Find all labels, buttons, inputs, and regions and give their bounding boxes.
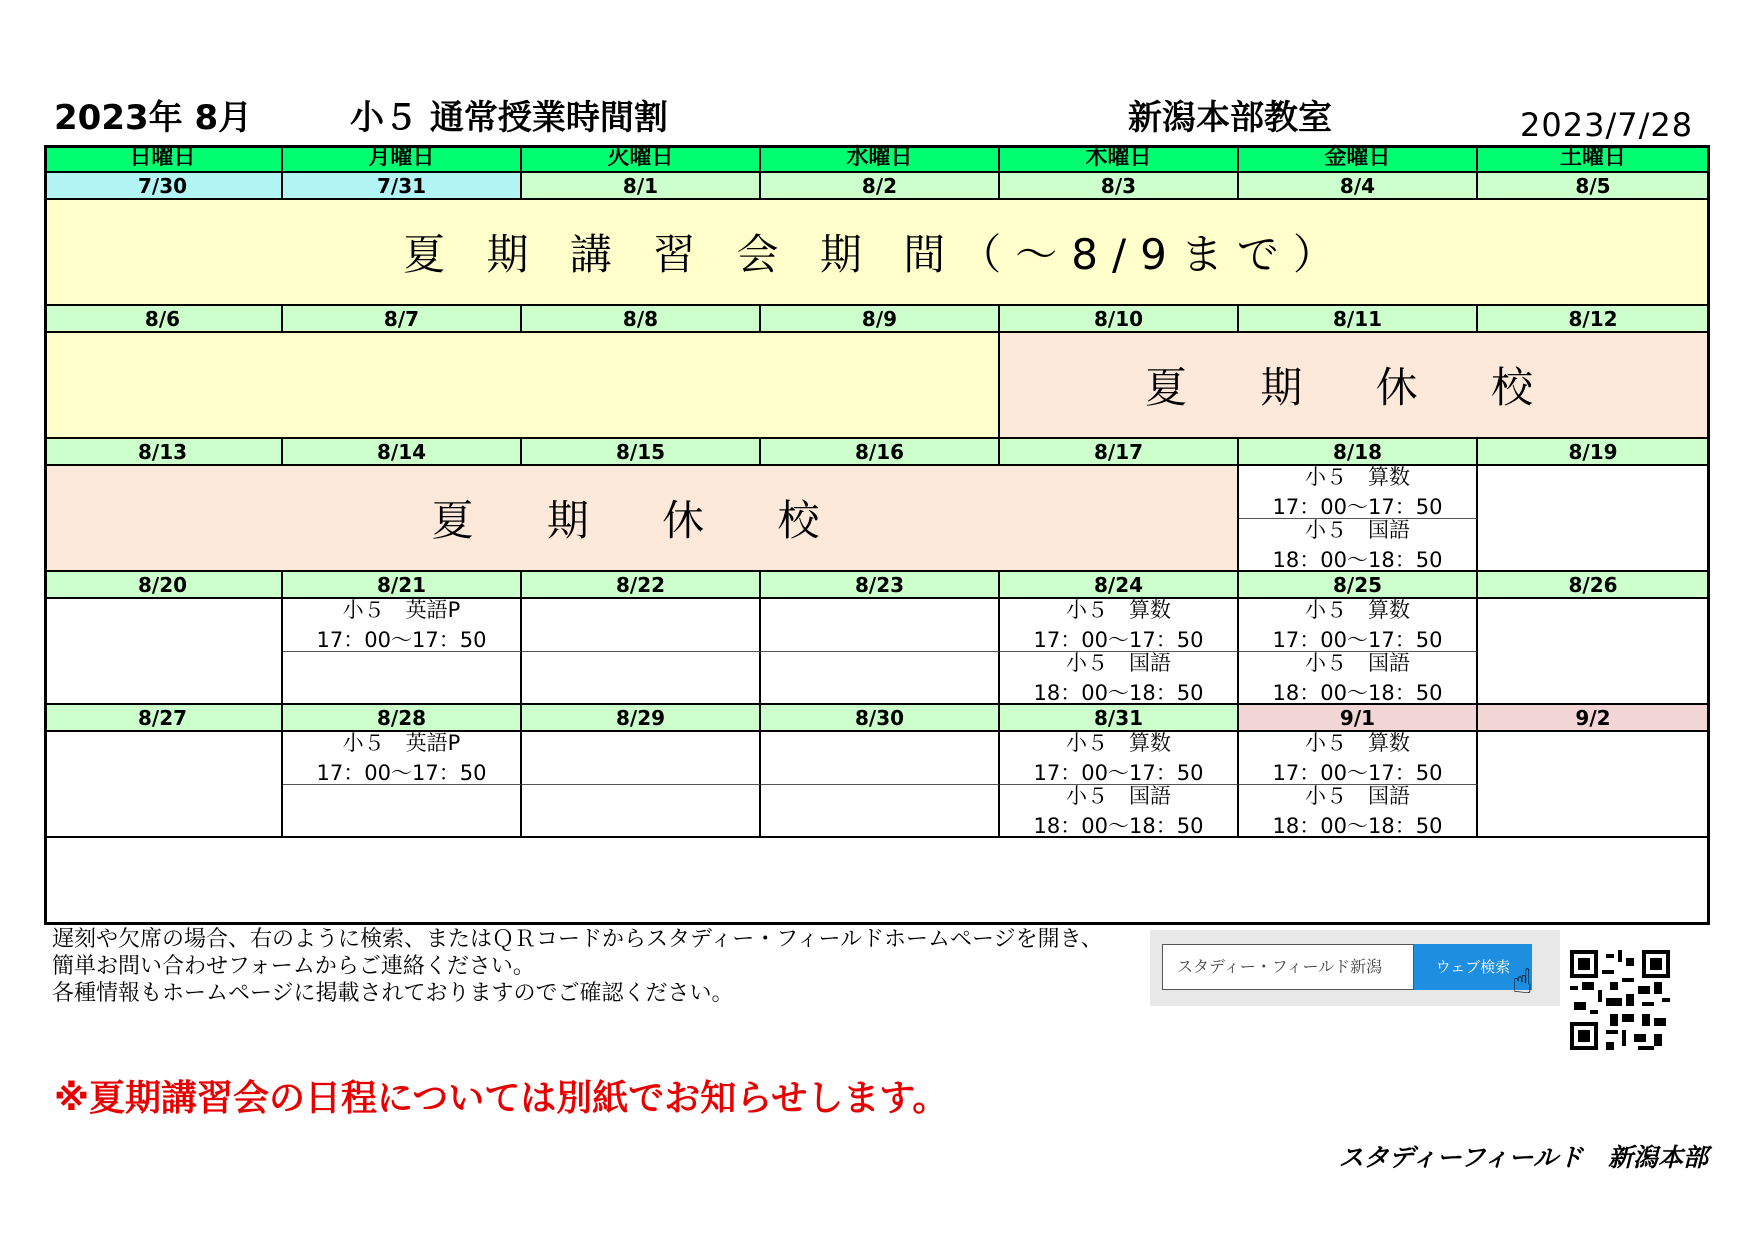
class-subject: 小５ 算数 <box>1066 731 1171 755</box>
date-cell: 8/7 <box>283 306 522 333</box>
class-slot <box>1239 466 1478 519</box>
class-subject: 小５ 算数 <box>1305 598 1410 622</box>
date-cell: 8/3 <box>1000 173 1239 200</box>
class-time: 17：00～17：50 <box>1033 761 1204 785</box>
date-cell: 8/20 <box>44 572 283 599</box>
class-subject: 小５ 国語 <box>1305 783 1410 808</box>
date-cell: 8/30 <box>761 705 1000 732</box>
class-time: 18：00～18：50 <box>1272 813 1443 838</box>
date-cell: 8/5 <box>1478 173 1710 200</box>
class-time: 17：00～17：50 <box>1272 495 1443 519</box>
dayname-sat: 土曜日 <box>1478 145 1710 173</box>
class-time: 17：00～17：50 <box>316 761 487 785</box>
dayname-sun: 日曜日 <box>44 145 283 173</box>
summer-closure-banner-text: 夏 期 休 校 <box>1144 363 1564 412</box>
class-slot <box>1239 785 1478 838</box>
dayname-mon: 月曜日 <box>283 145 522 173</box>
date-cell: 8/12 <box>1478 306 1710 333</box>
empty-cell <box>1478 466 1710 572</box>
date-cell: 8/6 <box>44 306 283 333</box>
empty-cell <box>1478 599 1710 705</box>
date-cell: 8/22 <box>522 572 761 599</box>
class-slot <box>1000 599 1239 652</box>
summer-course-banner <box>44 200 1710 306</box>
note-line-3: 各種情報もホームページに掲載されておりますのでご確認ください。 <box>52 981 734 1006</box>
date-cell: 8/25 <box>1239 572 1478 599</box>
pointing-hand-icon: ☝ <box>1512 962 1533 1002</box>
class-slot <box>1000 785 1239 838</box>
summer-closure-banner-2-text: 夏 期 休 校 <box>431 496 850 545</box>
date-cell: 8/13 <box>44 439 283 466</box>
date-cell: 9/2 <box>1478 705 1710 732</box>
date-cell: 8/15 <box>522 439 761 466</box>
empty-slot <box>522 652 761 705</box>
page-title: 小５ 通常授業時間割 <box>350 98 668 138</box>
date-cell: 7/31 <box>283 173 522 200</box>
date-cell: 8/24 <box>1000 572 1239 599</box>
year-month: 2023年 8月 <box>54 98 253 138</box>
summer-course-announcement: ※夏期講習会の日程については別紙でお知らせします。 <box>54 1078 949 1119</box>
date-cell: 8/26 <box>1478 572 1710 599</box>
summer-course-continuation <box>44 333 1000 439</box>
date-cell: 8/18 <box>1239 439 1478 466</box>
class-subject: 小５ 国語 <box>1066 650 1171 675</box>
date-cell: 8/9 <box>761 306 1000 333</box>
empty-cell <box>44 599 283 705</box>
empty-slot <box>283 785 522 838</box>
class-slot <box>1239 599 1478 652</box>
class-time: 17：00～17：50 <box>316 628 487 652</box>
class-subject: 小５ 国語 <box>1066 783 1171 808</box>
class-subject: 小５ 算数 <box>1066 598 1171 622</box>
empty-slot <box>761 732 1000 785</box>
timetable-grid <box>44 145 1710 925</box>
class-time: 18：00～18：50 <box>1033 813 1204 838</box>
dayname-fri: 金曜日 <box>1239 145 1478 173</box>
class-time: 17：00～17：50 <box>1033 628 1204 652</box>
class-subject: 小５ 英語P <box>342 598 461 622</box>
date-cell: 8/2 <box>761 173 1000 200</box>
dayname-tue: 火曜日 <box>522 145 761 173</box>
empty-slot <box>761 785 1000 838</box>
date-cell: 8/17 <box>1000 439 1239 466</box>
empty-slot <box>283 652 522 705</box>
empty-cell <box>1478 732 1710 838</box>
class-subject: 小５ 算数 <box>1305 465 1410 489</box>
class-slot <box>283 599 522 652</box>
school-name: 新潟本部教室 <box>1128 98 1332 138</box>
class-subject: 小５ 国語 <box>1305 650 1410 675</box>
qr-code-icon[interactable] <box>1570 950 1670 1050</box>
web-search-button[interactable]: ウェブ検索 <box>1414 944 1532 990</box>
empty-slot <box>761 599 1000 652</box>
date-cell: 8/1 <box>522 173 761 200</box>
date-cell: 8/10 <box>1000 306 1239 333</box>
date-cell: 7/30 <box>44 173 283 200</box>
class-slot <box>283 732 522 785</box>
date-cell: 8/21 <box>283 572 522 599</box>
empty-slot <box>761 652 1000 705</box>
dayname-thu: 木曜日 <box>1000 145 1239 173</box>
class-time: 18：00～18：50 <box>1272 547 1443 572</box>
date-cell: 8/23 <box>761 572 1000 599</box>
search-input[interactable]: スタディー・フィールド新潟 <box>1162 944 1414 990</box>
date-cell: 8/31 <box>1000 705 1239 732</box>
summer-course-banner-text: 夏 期 講 習 会 期 間（～8/9まで） <box>403 230 1349 279</box>
date-cell: 8/27 <box>44 705 283 732</box>
empty-slot <box>522 785 761 838</box>
class-slot <box>1000 732 1239 785</box>
date-cell: 8/11 <box>1239 306 1478 333</box>
class-slot <box>1239 732 1478 785</box>
date-cell: 8/16 <box>761 439 1000 466</box>
issue-date: 2023/7/28 <box>1520 106 1694 144</box>
signature: スタディーフィールド 新潟本部 <box>1338 1143 1708 1172</box>
summer-closure-banner <box>1000 333 1710 439</box>
class-subject: 小５ 英語P <box>342 731 461 755</box>
dayname-wed: 水曜日 <box>761 145 1000 173</box>
date-cell: 8/4 <box>1239 173 1478 200</box>
class-time: 18：00～18：50 <box>1272 680 1443 705</box>
date-cell: 9/1 <box>1239 705 1478 732</box>
note-line-1: 遅刻や欠席の場合、右のように検索、またはＱＲコードからスタディー・フィールドホームページを開き、 <box>52 927 1103 952</box>
empty-slot <box>522 599 761 652</box>
empty-slot <box>522 732 761 785</box>
date-cell: 8/29 <box>522 705 761 732</box>
empty-cell <box>44 732 283 838</box>
class-time: 18：00～18：50 <box>1033 680 1204 705</box>
class-time: 17：00～17：50 <box>1272 628 1443 652</box>
note-line-2: 簡単お問い合わせフォームからご連絡ください。 <box>52 954 535 979</box>
date-cell: 8/19 <box>1478 439 1710 466</box>
date-cell: 8/8 <box>522 306 761 333</box>
class-subject: 小５ 国語 <box>1305 517 1410 542</box>
class-slot <box>1239 652 1478 705</box>
class-slot <box>1000 652 1239 705</box>
summer-closure-banner-2 <box>44 466 1239 572</box>
date-cell: 8/14 <box>283 439 522 466</box>
web-search-widget <box>1150 930 1560 1006</box>
class-time: 17：00～17：50 <box>1272 761 1443 785</box>
class-slot <box>1239 519 1478 572</box>
date-cell: 8/28 <box>283 705 522 732</box>
class-subject: 小５ 算数 <box>1305 731 1410 755</box>
